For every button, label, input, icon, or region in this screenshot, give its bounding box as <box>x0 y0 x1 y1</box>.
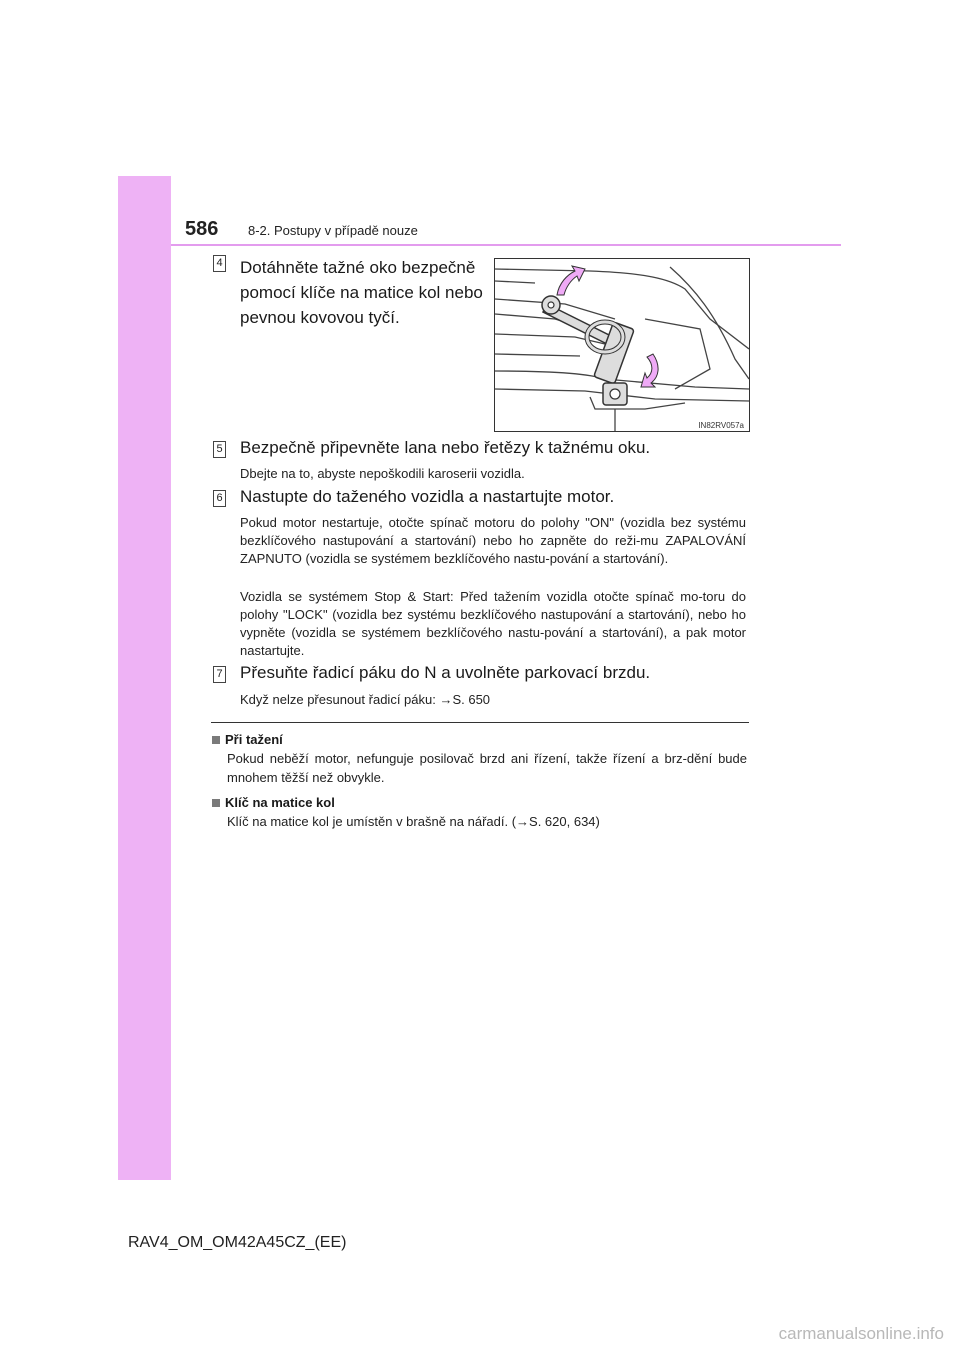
chapter-sidebar-tab <box>118 176 171 1180</box>
section-title: 8-2. Postupy v případě nouze <box>248 223 418 238</box>
info-body-wrench: Klíč na matice kol je umístěn v brašně na nářadí. (→S. 620, 634) <box>227 814 600 829</box>
step-number-7: 7 <box>213 666 226 683</box>
step-7-note: Když nelze přesunout řadicí páku: →S. 650 <box>240 692 491 707</box>
info-heading-towing <box>212 732 283 747</box>
bullet-square-icon <box>212 799 220 807</box>
footer-code: RAV4_OM_OM42A45CZ_(EE) <box>128 1234 347 1251</box>
step-number-6: 6 <box>213 490 226 507</box>
step-4-line-3: pevnou kovovou tyčí. <box>240 308 400 327</box>
info-body-towing: Pokud neběží motor, nefunguje posilovač brzd ani řízení, takže řízení a brz-dění bude mnohem těžší než obvykle. <box>227 751 747 785</box>
step-5-text: Bezpečně připevněte lana nebo řetězy k tažnému oku. <box>240 438 651 457</box>
header-rule <box>171 244 841 246</box>
step-number-5: 5 <box>213 441 226 458</box>
step-6-text: Nastupte do taženého vozidla a nastartujte motor. <box>240 487 615 506</box>
step-7-text: Přesuňte řadicí páku do N a uvolněte parkovací brzdu. <box>240 663 651 682</box>
step-number-4: 4 <box>213 255 226 272</box>
info-heading-label: Klíč na matice kol <box>225 795 335 810</box>
section-divider <box>211 722 749 723</box>
wrench-tightening-tow-eye-drawing <box>495 259 749 431</box>
bullet-square-icon <box>212 736 220 744</box>
step-4-text <box>240 255 483 330</box>
figure-code: IN82RV057a <box>698 421 744 430</box>
step-6-note-2: Vozidla se systémem Stop & Start: Před tažením vozidla otočte spínač mo-toru do polohy "LOCK" (vozidla bez systému bezklíčového nastupování a startování), nebo ho vypněte (vozidla se systémem bezklíčového nastu-pování a startování), a pak motor nastartujte. <box>240 589 746 658</box>
tow-eye-illustration <box>494 258 750 432</box>
watermark: carmanualsonline.info <box>778 1324 944 1343</box>
step-4-line-1: Dotáhněte tažné oko bezpečně <box>240 258 476 277</box>
page-number: 586 <box>185 218 219 240</box>
info-heading-wrench <box>212 795 335 810</box>
info-heading-label: Při tažení <box>225 732 283 747</box>
step-6-note-1: Pokud motor nestartuje, otočte spínač motoru do polohy "ON" (vozidla bez systému bezklíčového nastupování a startování) nebo ho zapněte do reži-mu ZAPALOVÁNÍ ZAPNUTO (vozidla se systémem bezklíčového nastu-pování a startování). <box>240 515 746 566</box>
step-5-note: Dbejte na to, abyste nepoškodili karoserii vozidla. <box>240 466 525 481</box>
step-4-line-2: pomocí klíče na matice kol nebo <box>240 283 483 302</box>
